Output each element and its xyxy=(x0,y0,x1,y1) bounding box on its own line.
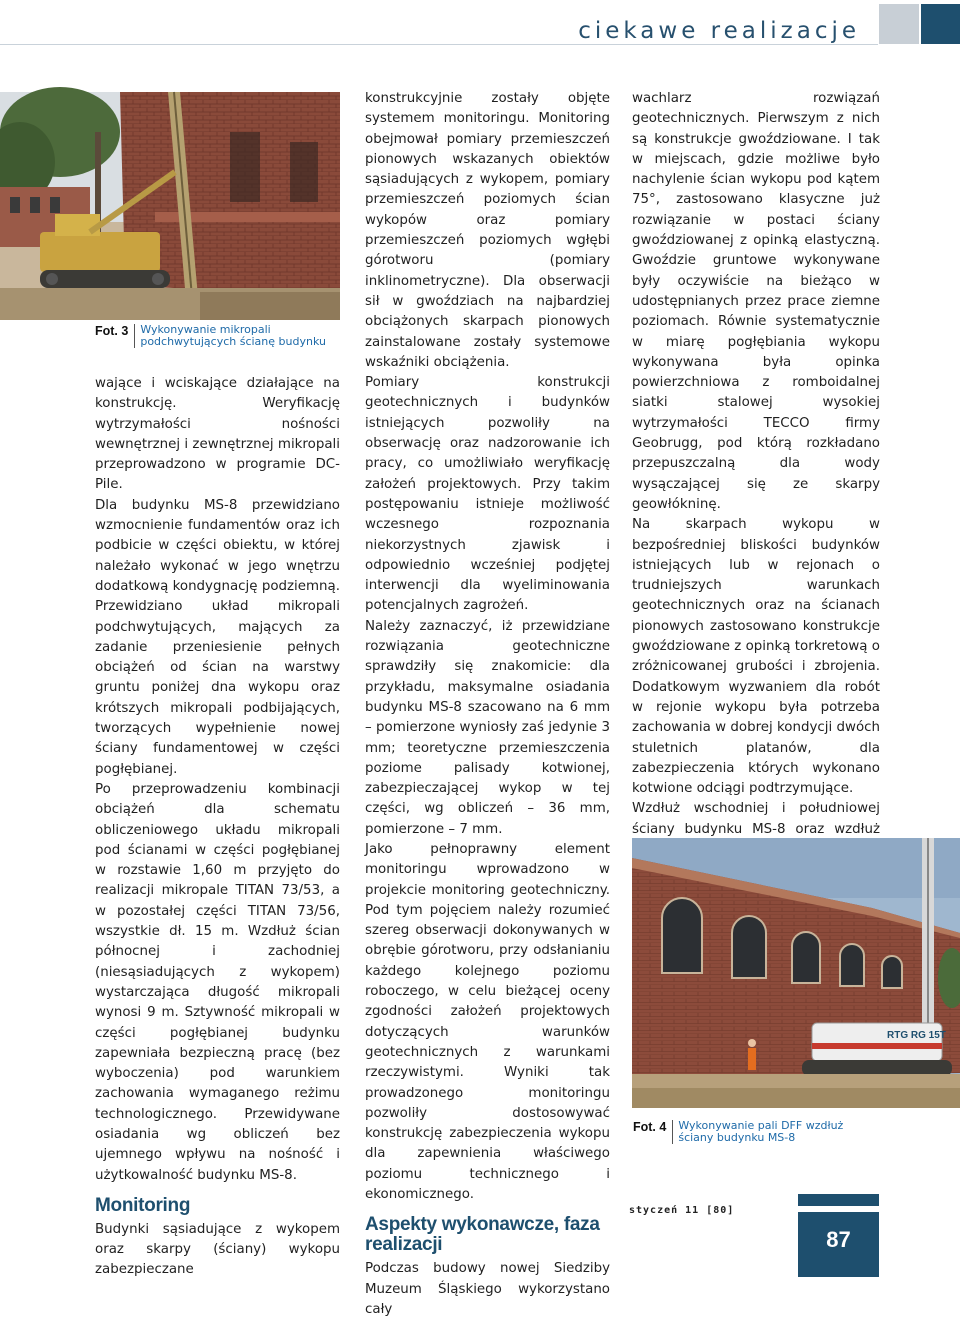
paragraph: Jako pełnoprawny element monitoringu wprowadzono w projekcie monitoring geotechniczny. Pod tym pojęciem należy rozumieć szereg obserwacji dokonywanych w obrębie górotworu, przy odsłanianiu każdego kolejnego poziomu roboczego, w celu bieżącej oceny zgodności założeń projektowych dotyczących warunków geotechnicznych z warunkami rzeczywistymi. Wyniki tak prowadzonego monitoringu pozwoliły dostosowywać konstrukcję zabezpieczenia wykopu dla zapewnienia właściwego poziomu technicznego i ekonomicznego. xyxy=(365,841,610,1203)
photo-number-label: Fot. 3 xyxy=(95,324,129,338)
header-divider xyxy=(0,44,878,45)
paragraph: Wzdłuż wschodniej i południowej ściany budynku MS-8 oraz wzdłuż xyxy=(632,801,880,837)
paragraph: Dla budynku MS-8 przewidziano wzmocnienie fundamentów oraz ich podbicie w części obiektu, w której należało wykonać w jego wnętrzu dodatkową kondygnację podziemną. Przewidziano układ mikropali podchwytujących, mających za zadanie przeniesienie pełnych obciążeń od ścian na warstwy gruntu poniżej dna wykopu oraz krótszych mikropali podbijających, tworzących wypełnienie nowej ściany fundamentowej w części pogłębianej. xyxy=(95,497,340,777)
paragraph: wachlarz rozwiązań geotechnicznych. Pierwszym z nich są konstrukcje gwoździowane. I tak w miejscach, gdzie możliwe było nachylenie ścian wykopu pod kątem 75°, zastosowano klasyczne już rozwiązanie w postaci ściany gwoździowanej z opinką elastyczną. Gwoździe gruntowe wykonywane były oczywiście na bieżąco w udostępnianych przez prace ziemne poziomach. Równie systematycznie w miarę pogłębiania wykopu wykonywana była opinka powierzchniowa z romboidalnej siatki stalowej wysokiej wytrzymałości TECCO firmy Geobrugg, pod którą rozkładano przepuszczalną dla wody wysączającej się ze skarpy geowłókninę. xyxy=(632,91,880,512)
photo-number-label: Fot. 4 xyxy=(633,1120,667,1134)
photo-caption-1 xyxy=(95,324,340,348)
text-column-1 xyxy=(95,374,340,1281)
header-decor-box-dark xyxy=(921,4,960,44)
paragraph: Budynki sąsiadujące z wykopem oraz skarpy (ściany) wykopu zabezpieczane xyxy=(95,1221,340,1278)
footer-decor-stripe xyxy=(798,1194,879,1206)
photo-micropile-drilling xyxy=(0,92,340,320)
paragraph: Podczas budowy nowej Siedziby Muzeum Śląskiego wykorzystano cały xyxy=(365,1261,610,1317)
text-column-2 xyxy=(365,89,610,1320)
page-number: 87 xyxy=(798,1212,879,1277)
paragraph: konstrukcyjnie zostały objęte systemem monitoringu. Monitoring obejmował pomiary przemieszczeń pionowych wskazanych obiektów sąsiadujących z wykopem, pomiary przemieszczeń poziomych ścian wykopów oraz pomiary przemieszczeń poziomych wgłębi górotworu (pomiary inklinometryczne). Dla obserwacji sił w gwoździach na najbardziej obciążonych skarpach pionowych zainstalowane zostały systemowe wskaźniki obciążenia. xyxy=(365,91,610,370)
photo-caption-text: Wykonywanie pali DFF wzdłuż ściany budynku MS-8 xyxy=(672,1120,873,1144)
rig-label: RTG RG 15T xyxy=(887,1030,946,1041)
section-heading-monitoring: Monitoring xyxy=(95,1194,191,1216)
paragraph: wające i wciskające działające na konstrukcję. Weryfikację wytrzymałości nośności wewnętrznej i zewnętrznej mikropali przeprowadzono w programie DC-Pile. xyxy=(95,376,340,493)
header-decor-box-light xyxy=(879,4,919,44)
paragraph: Należy zaznaczyć, iż przewidziane rozwiązania geotechniczne sprawdziły się znakomicie: dla przykładu, maksymalne osiadania budynku MS-8 szacowano na 6 mm – pomierzone wyniosły zaś jedynie 3 mm; teoretyczne przemieszczenia poziome palisady kotwionej, zabezpieczającej wykop w tej części, wg obliczeń – 36 mm, pomierzone – 7 mm. xyxy=(365,618,610,837)
photo-dff-piling xyxy=(632,838,960,1108)
section-title: ciekawe realizacje xyxy=(578,18,860,44)
photo-caption-text: Wykonywanie mikropali podchwytujących ścianę budynku xyxy=(134,324,340,348)
text-column-3 xyxy=(632,89,880,941)
section-heading-execution: Aspekty wykonawcze, faza realizacji xyxy=(365,1214,600,1256)
issue-date: styczeń 11 [80] xyxy=(629,1205,735,1216)
paragraph: Po przeprowadzeniu kombinacji obciążeń dla schematu obliczeniowego układu mikropali pod ścianami w części pogłębianej w rozstawie 1,60 m przyjęto do realizacji mikropale TITAN 73/53, a w pozostałej części TITAN 73/56, wszystkie dł. 15 m. Wzdłuż ścian północnej i zachodniej (niesąsiadujących z wykopem) wystarczająca długość mikropali wynosi 9 m. Sztywność mikropali w części pogłębianej budynku zapewniała bezpieczną pracę (bez wyboczenia) pod warunkiem zachowania wymaganego reżimu technologicznego. Przewidywane osiadania wg obliczeń bez ujemnego wpływu na nośność i użytkowalność budynku MS-8. xyxy=(95,781,340,1183)
paragraph: Pomiary konstrukcji geotechnicznych i budynków istniejących pozwoliły na obserwację oraz nadzorowanie ich pracy, co umożliwiało weryfikację założeń projektowych. Przy takim postępowaniu istnieje możliwość wczesnego rozpoznania niekorzystnych zjawisk i odpowiednio wcześniej podjętej interwencji dla wyeliminowania potencjalnych zagrożeń. xyxy=(365,375,610,614)
paragraph: Na skarpach wykopu w bezpośredniej bliskości budynków istniejących lub w rejonach o trudniejszych warunkach geotechnicznych oraz na ścianach pionowych zastosowano konstrukcje gwoździowane z opinką torkretową o zróżnicowanej grubości i zbrojenia. Dodatkowym wyzwaniem dla robót w rejonie wykopu była potrzeba zachowania w dobrej kondycji dwóch stuletnich platanów, dla zabezpieczenia których wykonano kotwione odciągi podtrzymujące. xyxy=(632,517,880,797)
photo-caption-2 xyxy=(633,1120,873,1144)
